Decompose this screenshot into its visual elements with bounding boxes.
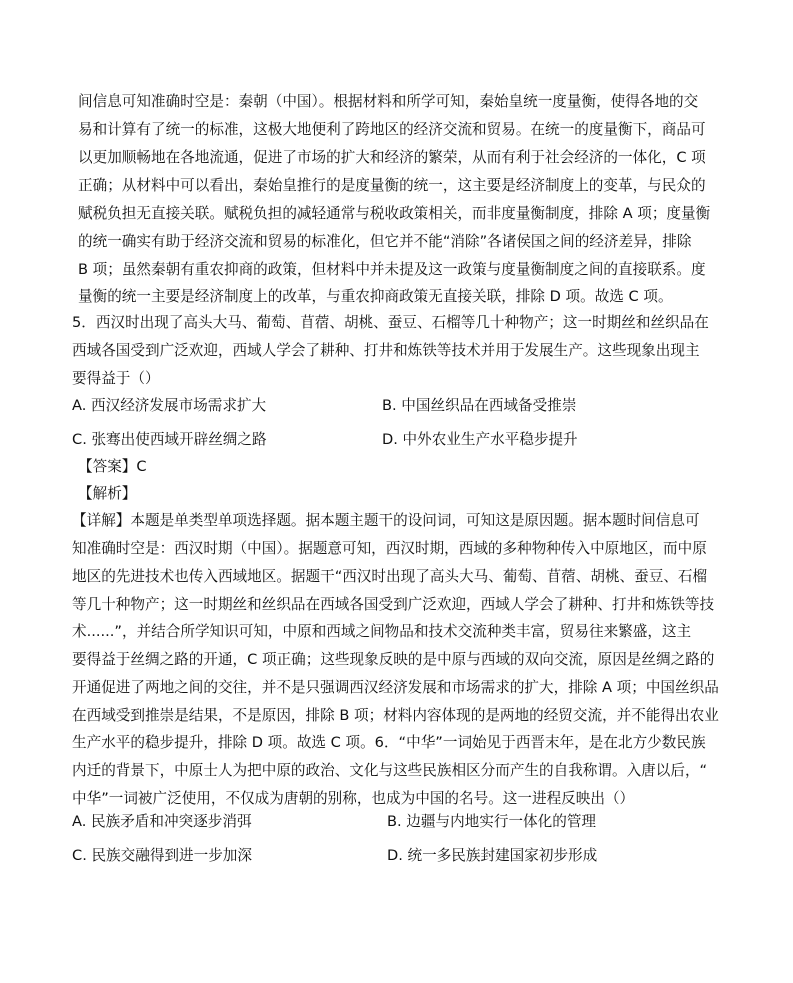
- text-line: 的统一确实有助于经济交流和贸易的标准化，但它并不能“消除”各诸侯国之间的经济差异，排除: [78, 233, 692, 250]
- answer-label: 【答案】C: [78, 458, 147, 475]
- q5-option-d: D. 中外农业生产水平稳步提升: [382, 431, 578, 448]
- text-line: 正确；从材料中可以看出，秦始皇推行的是度量衡的统一，这主要是经济制度上的变革，与民众的: [78, 177, 706, 194]
- q6-option-b: B. 边疆与内地实行一体化的管理: [387, 813, 597, 830]
- text-line: 间信息可知准确时空是：秦朝（中国）。根据材料和所学可知，秦始皇统一度量衡，使得各地的交: [78, 93, 699, 110]
- detail-line: 开通促进了两地之间的交往，并不是只强调西汉经济发展和市场需求的扩大，排除 A 项；中国丝织品: [72, 679, 719, 696]
- q6-option-c: C. 民族交融得到进一步加深: [72, 847, 253, 864]
- question-5-stem: 要得益于（）: [72, 370, 160, 387]
- text-line: 以更加顺畅地在各地流通，促进了市场的扩大和经济的繁荣，从而有利于社会经济的一体化，C 项: [78, 149, 706, 166]
- q5-option-a: A. 西汉经济发展市场需求扩大: [72, 397, 267, 414]
- q5-option-b: B. 中国丝织品在西域备受推崇: [382, 397, 577, 414]
- q6-option-d: D. 统一多民族封建国家初步形成: [387, 847, 598, 864]
- detail-line: 地区的先进技术也传入西域地区。据题干“西汉时出现了高头大马、葡萄、苜蓿、胡桃、蚕豆、石榴: [72, 568, 708, 585]
- detail-line: 要得益于丝绸之路的开通，C 项正确；这些现象反映的是中原与西域的双向交流，原因是丝绸之路的: [72, 651, 715, 668]
- text-line: 赋税负担无直接关联。赋税负担的减轻通常与税收政策相关，而非度量衡制度，排除 A 项；度量衡: [78, 205, 711, 222]
- analysis-label: 【解析】: [78, 485, 137, 502]
- detail-line: 等几十种物产；这一时期丝和丝织品在西域各国受到广泛欢迎，西域人学会了耕种、打井和炼铁等技: [72, 596, 715, 613]
- question-5-stem: 西域各国受到广泛欢迎，西域人学会了耕种、打井和炼铁等技术并用于发展生产。这些现象出现主: [72, 342, 700, 359]
- text-line: 易和计算有了统一的标准，这极大地便利了跨地区的经济交流和贸易。在统一的度量衡下，商品可: [78, 121, 706, 138]
- detail-line: 生产水平的稳步提升，排除 D 项。故选 C 项。6．“中华”一词始见于西晋末年，是在北方少数民族: [72, 734, 706, 751]
- question-5-stem: 5．西汉时出现了高头大马、葡萄、苜蓿、胡桃、蚕豆、石榴等几十种物产；这一时期丝和丝织品在: [72, 314, 709, 331]
- text-line: B 项；虽然秦朝有重农抑商的政策，但材料中并未提及这一政策与度量衡制度之间的直接联系。度: [78, 261, 706, 278]
- q5-option-c: C. 张骞出使西域开辟丝绸之路: [72, 431, 267, 448]
- text-line: 量衡的统一主要是经济制度上的改革，与重农抑商政策无直接关联，排除 D 项。故选 C 项。: [78, 288, 673, 305]
- detail-line: 中华”一词被广泛使用，不仅成为唐朝的别称，也成为中国的名号。这一进程反映出（）: [72, 790, 635, 807]
- detail-line: 术......”，并结合所学知识可知，中原和西域之间物品和技术交流种类丰富，贸易往来繁盛，这主: [72, 623, 692, 640]
- detail-line: 在西域受到推崇是结果，不是原因，排除 B 项；材料内容体现的是两地的经贸交流，并不能得出农业: [72, 707, 719, 724]
- q6-option-a: A. 民族矛盾和冲突逐步消弭: [72, 813, 252, 830]
- detail-line: 内迁的背景下，中原士人为把中原的政治、文化与这些民族相区分而产生的自我称谓。入唐以后，“: [72, 762, 708, 779]
- detail-line: 知准确时空是：西汉时期（中国）。据题意可知，西汉时期，西域的多种物种传入中原地区，而中原: [72, 540, 707, 557]
- detail-line: 【详解】本题是单类型单项选择题。据本题主题干的设问词，可知这是原因题。据本题时间信息可: [72, 512, 700, 529]
